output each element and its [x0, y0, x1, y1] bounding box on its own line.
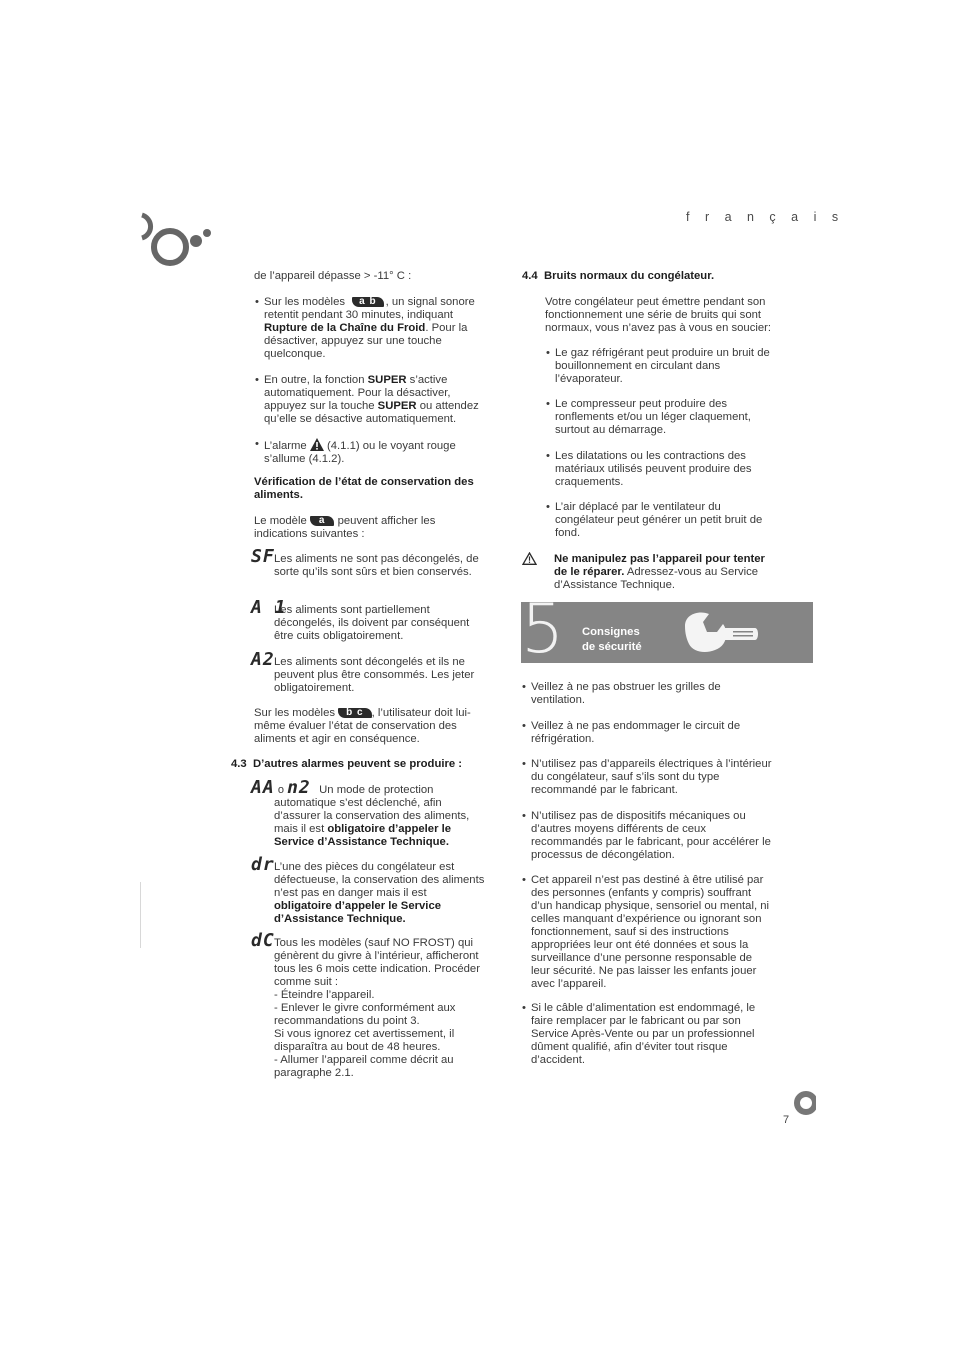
code-sf-item: SF Les aliments ne sont pas décongelés, de sorte qu’ils sont sûrs et bien conservés.: [251, 546, 479, 578]
brand-logo: [136, 212, 216, 272]
repair-warning: Ne manipulez pas l’appareil pour tenter de le réparer. Adressez-vous au Service d’Assistance Technique.: [554, 553, 765, 591]
display-code-sf: SF: [251, 546, 275, 567]
safety-item-mechanical: • N’utilisez pas de dispositifs mécaniques ou d’autres moyens différents de ceux recommandés par le fabricant, pour accélérer le processus de décongélation.: [522, 810, 771, 861]
display-code-dr: dr: [251, 854, 275, 875]
code-dc-item: dC Tous les modèles (sauf NO FROST) qui génèrent du givre à l’intérieur, afficheront tous les 6 mois cette indication. Procéder comme suit : - Éteindre l’appareil. - Enlever le givre conformément aux recommandations du point 3. Si vous ignorez cet avertissement, il disparaîtra au bout de 48 heures. - Allumer l’appareil comme décrit au paragraphe 2.1.: [251, 930, 480, 1079]
code-a2-item: A2 Les aliments sont décongelés et ils ne peuvent plus être consommés. Les jeter obligatoirement.: [251, 649, 475, 694]
code-aa-item: AA o n2 Un mode de protection automatique s’est déclenché, afin d’assurer la conservation des aliments, mais il est obligatoire d’appeler le Service d’Assistance Technique.: [251, 777, 470, 848]
footer-circle-icon: [792, 1089, 816, 1117]
model-a-text: Le modèle a peuvent afficher les indications suivantes :: [254, 515, 436, 540]
page-number: 7: [783, 1114, 790, 1126]
code-dr-item: dr L’une des pièces du congélateur est défectueuse, la conservation des aliments n’est pas en danger mais il est obligatoire d’appeler le Service d’Assistance Technique.: [251, 854, 485, 925]
verif-heading: Vérification de l’état de conservation des aliments.: [254, 476, 474, 501]
side-rule: [140, 882, 141, 948]
bullet-super-function: • En outre, la fonction SUPER s’active automatiquement. Pour la désactiver, appuyez sur la touche SUPER ou attendez qu’elle se désactive automatiquement.: [255, 374, 479, 425]
model-bc-text: Sur les modèles b c , l’utilisateur doit lui-même évaluer l’état de conservation des aliments et agir en conséquence.: [254, 707, 471, 745]
wrench-icon: [681, 610, 761, 656]
noise-item-compressor: • Le compresseur peut produire des ronflements et/ou un léger claquement, surtout au démarrage.: [546, 398, 751, 436]
safety-item-circuit: • Veillez à ne pas endommager le circuit de réfrigération.: [522, 720, 741, 745]
language-label: f r a n ç a i s: [686, 210, 845, 224]
badge-ab: a b: [352, 297, 383, 307]
safety-item-cable: • Si le câble d’alimentation est endommagé, le faire remplacer par le fabricant ou par son Service Après-Vente ou par un professionnel dûment qualifié, afin d’éviter tout risque d’accident.: [522, 1002, 756, 1066]
noise-item-dilatation: • Les dilatations ou les contractions des matériaux utilisés peuvent produire des craquements.: [546, 450, 752, 488]
bullet-ab-models: • Sur les modèles a b , un signal sonore retentit pendant 30 minutes, indiquant Rupture de la Chaîne du Froid. Pour la désactiver, appuyez sur une touche quelconque.: [255, 296, 475, 360]
section-4-4-heading: 4.4 Bruits normaux du congélateur.: [522, 270, 715, 282]
super-label-2: SUPER: [377, 400, 417, 412]
section-4-3-heading: 4.3 D’autres alarmes peuvent se produire :: [231, 758, 463, 770]
display-code-a1: A 1: [251, 597, 287, 618]
badge-bc: b c: [338, 708, 371, 718]
display-code-n2: n2: [287, 777, 311, 798]
section-5-title: Consignes de sécurité: [582, 626, 642, 653]
badge-a: a: [310, 516, 335, 526]
noise-item-gas: • Le gaz réfrigérant peut produire un bruit de bouillonnement en circulant dans l’évaporateur.: [546, 347, 770, 385]
display-code-dc: dC: [251, 930, 275, 951]
display-code-a2: A2: [251, 649, 275, 670]
warning-icon: [310, 438, 324, 451]
noise-item-fan: • L’air déplacé par le ventilateur du congélateur peut générer un petit bruit de fond.: [546, 501, 763, 539]
safety-item-ventilation: • Veillez à ne pas obstruer les grilles de ventilation.: [522, 681, 721, 706]
section-5-header: [521, 590, 813, 669]
code-a1-item: A 1 Les aliments sont partiellement décongelés, ils doivent par conséquent être cuits obligatoirement.: [251, 597, 470, 642]
warning-outline-icon: [522, 552, 537, 565]
intro-text: de l’appareil dépasse > -11° C :: [254, 270, 412, 282]
super-label: SUPER: [367, 374, 407, 386]
section-4-4-intro: Votre congélateur peut émettre pendant son fonctionnement une série de bruits qui sont normaux, vous n’avez pas à vous en soucier:: [545, 296, 772, 334]
bullet-alarm: • L’alarme (4.1.1) ou le voyant rouge s’allume (4.1.2).: [255, 438, 456, 465]
section-5-number: 5: [521, 590, 565, 669]
display-code-aa: AA: [251, 777, 275, 798]
safety-item-electrical: • N’utilisez pas d’appareils électriques à l’intérieur du congélateur, sauf s’ils sont du type recommandé par le fabricant.: [522, 758, 772, 796]
safety-item-persons: • Cet appareil n’est pas destiné à être utilisé par des personnes (enfants y compris) souffrant d’un handicap physique, sensoriel ou mental, ni celles manquant d’expérience ou ignorant son fonctionnement, sauf si des instructions appropriées leur ont été données et sous la surveillance d’une personne responsable de leur sécurité. Ne pas laisser les enfants jouer avec l’appareil.: [522, 874, 770, 990]
